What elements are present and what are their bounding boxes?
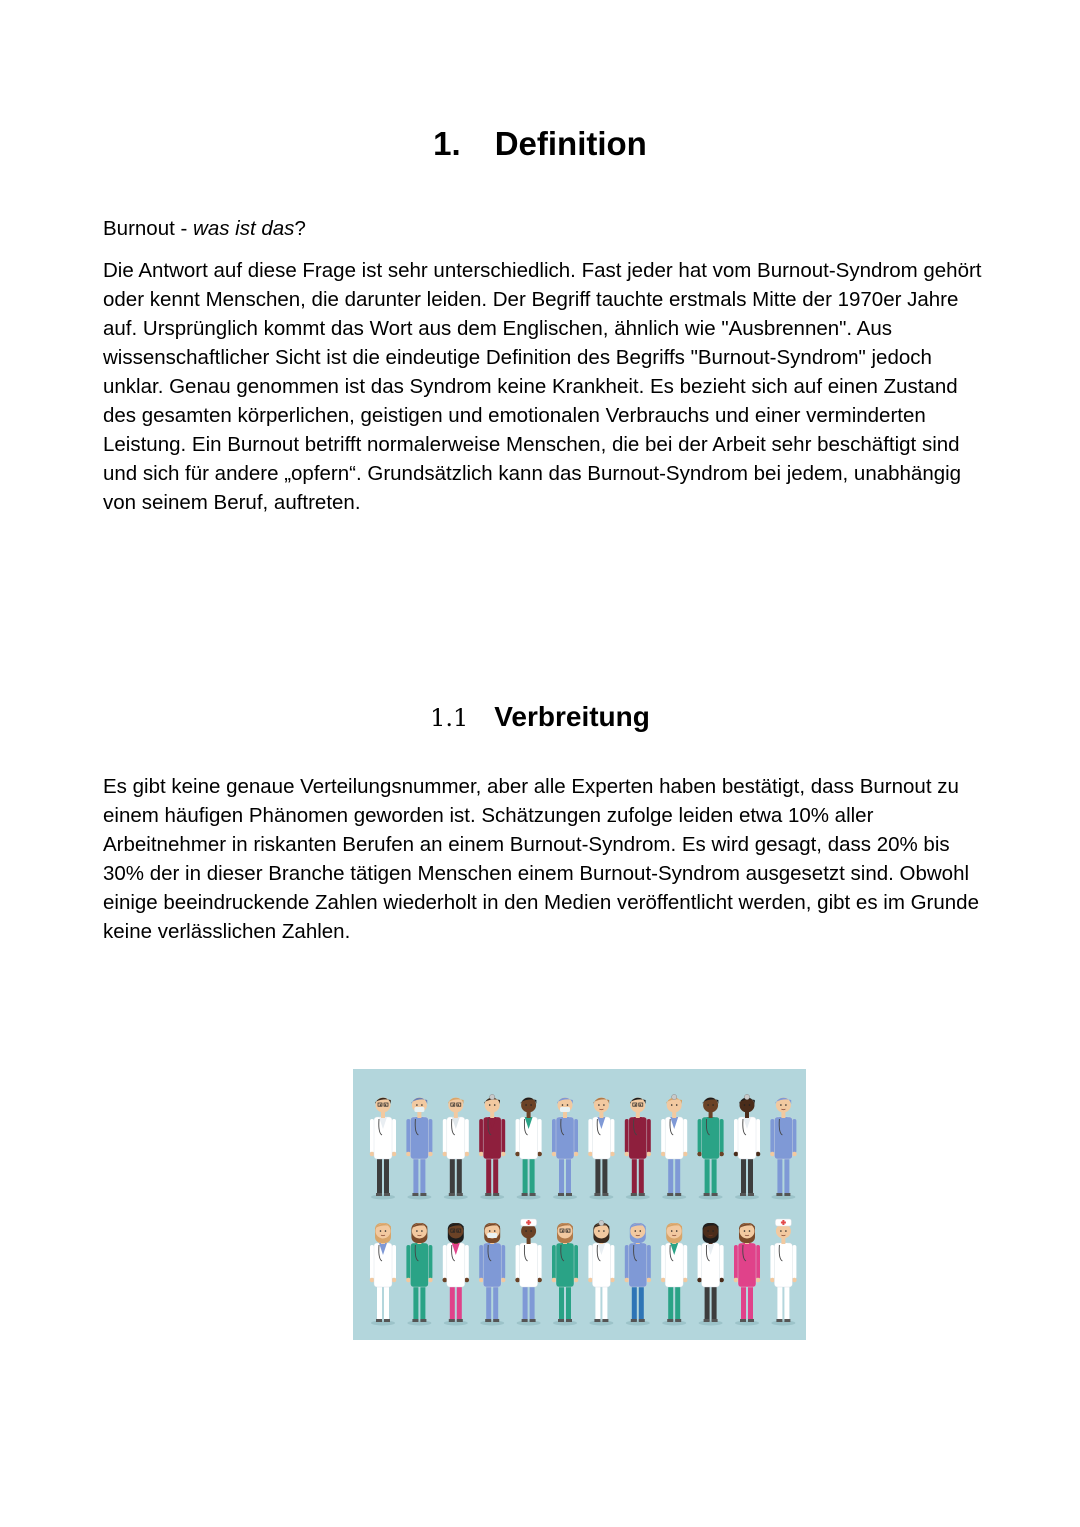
right-arm	[792, 1245, 796, 1279]
cap-cross-h	[526, 1222, 531, 1224]
left-hand	[588, 1152, 593, 1157]
shadow	[480, 1195, 504, 1200]
shadow	[444, 1321, 468, 1326]
left-hand	[406, 1278, 411, 1283]
left-hand	[770, 1278, 775, 1283]
left-eye	[525, 1230, 527, 1232]
right-hand	[647, 1152, 652, 1157]
right-hand	[683, 1278, 688, 1283]
right-hand	[756, 1278, 761, 1283]
left-shoe	[740, 1319, 746, 1322]
subsection-title: Verbreitung	[494, 701, 650, 732]
right-eye	[385, 1230, 387, 1232]
left-eye	[635, 1230, 637, 1232]
subsection-number: 1.1	[430, 704, 469, 732]
left-shoe	[740, 1193, 746, 1196]
right-hand	[683, 1152, 688, 1157]
shadow	[480, 1321, 504, 1326]
section-title: Definition	[494, 125, 647, 162]
left-eye	[598, 1104, 600, 1106]
right-hand	[428, 1152, 433, 1157]
cap-cross-h	[781, 1222, 786, 1224]
right-hand	[792, 1278, 797, 1283]
right-hand	[574, 1152, 579, 1157]
left-arm	[406, 1245, 410, 1279]
shadow	[699, 1195, 723, 1200]
head-mirror	[599, 1220, 604, 1225]
right-shoe	[712, 1319, 718, 1322]
right-hand	[792, 1152, 797, 1157]
left-arm	[661, 1245, 665, 1279]
left-arm	[552, 1119, 556, 1153]
left-hand	[552, 1152, 557, 1157]
left-arm	[443, 1119, 447, 1153]
right-arm	[501, 1119, 505, 1153]
left-arm	[370, 1119, 374, 1153]
right-shoe	[457, 1319, 463, 1322]
right-eye	[676, 1104, 678, 1106]
right-arm	[720, 1245, 724, 1279]
intro-suffix: ?	[294, 217, 306, 240]
left-shoe	[704, 1319, 710, 1322]
right-shoe	[639, 1319, 645, 1322]
shadow	[589, 1321, 613, 1326]
right-hand	[719, 1278, 724, 1283]
intro-question	[103, 214, 983, 243]
right-eye	[421, 1104, 423, 1106]
right-hand	[428, 1278, 433, 1283]
right-arm	[428, 1245, 432, 1279]
right-arm	[574, 1119, 578, 1153]
right-eye	[603, 1104, 605, 1106]
shadow	[407, 1321, 431, 1326]
right-hand	[465, 1152, 470, 1157]
left-arm	[588, 1245, 592, 1279]
shadow	[553, 1321, 577, 1326]
left-eye	[598, 1230, 600, 1232]
left-eye	[780, 1230, 782, 1232]
right-shoe	[493, 1193, 499, 1196]
left-hand	[479, 1278, 484, 1283]
neck	[563, 1112, 567, 1118]
right-hand	[392, 1152, 397, 1157]
left-arm	[370, 1245, 374, 1279]
right-shoe	[602, 1193, 608, 1196]
left-arm	[625, 1245, 629, 1279]
left-eye	[525, 1104, 527, 1106]
neck	[381, 1112, 385, 1118]
left-shoe	[376, 1319, 382, 1322]
right-hand	[610, 1278, 615, 1283]
neck	[527, 1238, 531, 1244]
left-arm	[770, 1119, 774, 1153]
left-hand	[661, 1278, 666, 1283]
right-eye	[567, 1104, 569, 1106]
right-hand	[501, 1278, 506, 1283]
right-eye	[676, 1230, 678, 1232]
right-eye	[494, 1104, 496, 1106]
right-arm	[574, 1245, 578, 1279]
shadow	[626, 1195, 650, 1200]
right-eye	[603, 1230, 605, 1232]
right-arm	[683, 1119, 687, 1153]
right-hand	[392, 1278, 397, 1283]
right-arm	[720, 1119, 724, 1153]
intro-prefix: Burnout -	[103, 217, 194, 240]
right-arm	[647, 1119, 651, 1153]
intro-italic: was ist das	[193, 217, 295, 240]
right-shoe	[602, 1319, 608, 1322]
right-eye	[712, 1104, 714, 1106]
right-eye	[712, 1230, 714, 1232]
left-hand	[625, 1152, 630, 1157]
right-eye	[749, 1230, 751, 1232]
neck	[781, 1238, 785, 1244]
head-mirror	[672, 1094, 677, 1099]
left-shoe	[776, 1319, 782, 1322]
left-eye	[671, 1230, 673, 1232]
left-eye	[707, 1230, 709, 1232]
left-shoe	[522, 1193, 528, 1196]
left-arm	[661, 1119, 665, 1153]
right-hand	[647, 1278, 652, 1283]
shadow	[662, 1321, 686, 1326]
neck	[709, 1112, 713, 1118]
left-arm	[588, 1119, 592, 1153]
left-arm	[770, 1245, 774, 1279]
right-arm	[610, 1245, 614, 1279]
left-shoe	[485, 1193, 491, 1196]
right-eye	[494, 1230, 496, 1232]
left-eye	[380, 1230, 382, 1232]
neck	[490, 1112, 494, 1118]
shadow	[553, 1195, 577, 1200]
right-arm	[756, 1119, 760, 1153]
left-hand	[552, 1278, 557, 1283]
left-shoe	[558, 1319, 564, 1322]
surgical-mask	[414, 1107, 424, 1112]
left-hand	[443, 1152, 448, 1157]
right-shoe	[566, 1319, 572, 1322]
left-eye	[707, 1104, 709, 1106]
left-shoe	[776, 1193, 782, 1196]
left-arm	[734, 1245, 738, 1279]
shadow	[735, 1195, 759, 1200]
left-eye	[635, 1104, 637, 1106]
left-shoe	[412, 1193, 418, 1196]
left-eye	[489, 1104, 491, 1106]
right-shoe	[384, 1193, 390, 1196]
left-shoe	[667, 1193, 673, 1196]
shadow	[517, 1321, 541, 1326]
left-eye	[744, 1104, 746, 1106]
left-eye	[453, 1104, 455, 1106]
left-shoe	[376, 1193, 382, 1196]
left-arm	[698, 1119, 702, 1153]
neck	[454, 1112, 458, 1118]
neck	[781, 1112, 785, 1118]
left-arm	[625, 1119, 629, 1153]
neck	[636, 1112, 640, 1118]
left-eye	[453, 1230, 455, 1232]
right-arm	[428, 1119, 432, 1153]
right-arm	[610, 1119, 614, 1153]
left-hand	[479, 1152, 484, 1157]
right-hand	[719, 1152, 724, 1157]
right-arm	[683, 1245, 687, 1279]
left-hand	[515, 1152, 520, 1157]
right-arm	[538, 1119, 542, 1153]
shadow	[771, 1195, 795, 1200]
left-eye	[671, 1104, 673, 1106]
right-hand	[574, 1278, 579, 1283]
right-arm	[392, 1119, 396, 1153]
shadow	[517, 1195, 541, 1200]
left-shoe	[594, 1319, 600, 1322]
left-arm	[479, 1245, 483, 1279]
left-hand	[770, 1152, 775, 1157]
left-hand	[734, 1152, 739, 1157]
neck	[527, 1112, 531, 1118]
shadow	[444, 1195, 468, 1200]
left-shoe	[449, 1193, 455, 1196]
left-hand	[515, 1278, 520, 1283]
left-shoe	[522, 1319, 528, 1322]
left-hand	[625, 1278, 630, 1283]
right-arm	[647, 1245, 651, 1279]
section-heading-definition	[0, 124, 1080, 164]
right-shoe	[712, 1193, 718, 1196]
right-eye	[567, 1230, 569, 1232]
right-eye	[785, 1230, 787, 1232]
right-eye	[458, 1230, 460, 1232]
shadow	[371, 1195, 395, 1200]
right-arm	[756, 1245, 760, 1279]
left-eye	[416, 1104, 418, 1106]
shadow	[699, 1321, 723, 1326]
right-eye	[785, 1104, 787, 1106]
right-arm	[792, 1119, 796, 1153]
left-eye	[416, 1230, 418, 1232]
neck	[599, 1112, 603, 1118]
left-shoe	[449, 1319, 455, 1322]
left-arm	[443, 1245, 447, 1279]
head-mirror	[744, 1094, 749, 1099]
left-eye	[489, 1230, 491, 1232]
left-eye	[380, 1104, 382, 1106]
right-arm	[465, 1245, 469, 1279]
section-heading-verbreitung	[0, 700, 1080, 735]
right-shoe	[530, 1193, 536, 1196]
right-eye	[385, 1104, 387, 1106]
medical-staff-illustration	[353, 1069, 806, 1340]
right-eye	[640, 1230, 642, 1232]
neck	[745, 1112, 749, 1118]
right-shoe	[639, 1193, 645, 1196]
left-eye	[744, 1230, 746, 1232]
right-hand	[537, 1152, 542, 1157]
left-arm	[552, 1245, 556, 1279]
left-shoe	[631, 1319, 637, 1322]
left-hand	[734, 1278, 739, 1283]
right-eye	[640, 1104, 642, 1106]
right-arm	[392, 1245, 396, 1279]
head-mirror	[490, 1094, 495, 1099]
shadow	[626, 1321, 650, 1326]
neck	[672, 1112, 676, 1118]
shadow	[771, 1321, 795, 1326]
left-eye	[562, 1230, 564, 1232]
left-hand	[588, 1278, 593, 1283]
left-shoe	[667, 1319, 673, 1322]
right-shoe	[493, 1319, 499, 1322]
left-hand	[697, 1278, 702, 1283]
shadow	[589, 1195, 613, 1200]
right-shoe	[457, 1193, 463, 1196]
left-hand	[406, 1152, 411, 1157]
right-shoe	[675, 1193, 681, 1196]
left-arm	[479, 1119, 483, 1153]
shadow	[407, 1195, 431, 1200]
verbreitung-paragraph: Es gibt keine genaue Verteilungsnummer, aber alle Experten haben bestätigt, dass Burnout zu einem häufigen Phänomen geworden ist. Schätzungen zufolge leiden etwa 10% aller Arbeitnehmer in riskanten Berufen an einem Burnout-Syndrom. Es wird gesagt, dass 20% bis 30% der in dieser Branche tätigen Menschen einem Burnout-Syndrom ausgesetzt sind. Obwohl einige beeindruckende Zahlen wiederholt in den Medien veröffentlicht werden, gibt es im Grunde keine verlässlichen Zahlen.	[103, 775, 979, 943]
definition-paragraph: Die Antwort auf diese Frage ist sehr unterschiedlich. Fast jeder hat vom Burnout-Syndrom gehört oder kennt Menschen, die darunter leiden. Der Begriff tauchte erstmals Mitte der 1970er Jahre auf. Ursprünglich kommt das Wort aus dem Englischen, ähnlich wie "Ausbrennen". Aus wissenschaftlicher Sicht ist die eindeutige Definition des Begriffs "Burnout-Syndrom" jedoch unklar. Genau genommen ist das Syndrom keine Krankheit. Es bezieht sich auf einen Zustand des gesamten körperlichen, geistigen und emotionalen Verbrauchs und einer verminderten Leistung. Ein Burnout betrifft normalerweise Menschen, die bei der Arbeit sehr beschäftigt sind und sich für andere „opfern“. Grundsätzlich kann das Burnout-Syndrom bei jedem, unabhängig von seinem Beruf, auftreten.	[103, 259, 982, 514]
right-shoe	[384, 1319, 390, 1322]
right-eye	[749, 1104, 751, 1106]
right-hand	[610, 1152, 615, 1157]
right-shoe	[748, 1319, 754, 1322]
right-hand	[465, 1278, 470, 1283]
left-arm	[698, 1245, 702, 1279]
right-hand	[501, 1152, 506, 1157]
right-arm	[465, 1119, 469, 1153]
left-arm	[516, 1119, 520, 1153]
left-shoe	[412, 1319, 418, 1322]
right-arm	[501, 1245, 505, 1279]
left-hand	[697, 1152, 702, 1157]
neck	[417, 1112, 421, 1118]
right-eye	[458, 1104, 460, 1106]
shadow	[371, 1321, 395, 1326]
left-arm	[734, 1119, 738, 1153]
left-shoe	[704, 1193, 710, 1196]
shadow	[735, 1321, 759, 1326]
section-number: 1.	[433, 125, 461, 162]
right-hand	[537, 1278, 542, 1283]
left-arm	[406, 1119, 410, 1153]
left-hand	[661, 1152, 666, 1157]
left-eye	[562, 1104, 564, 1106]
right-eye	[530, 1230, 532, 1232]
left-hand	[370, 1152, 375, 1157]
right-shoe	[566, 1193, 572, 1196]
right-shoe	[784, 1193, 790, 1196]
left-shoe	[558, 1193, 564, 1196]
right-eye	[421, 1230, 423, 1232]
left-eye	[780, 1104, 782, 1106]
right-arm	[538, 1245, 542, 1279]
right-shoe	[784, 1319, 790, 1322]
surgical-mask	[560, 1107, 570, 1112]
right-shoe	[530, 1319, 536, 1322]
left-arm	[516, 1245, 520, 1279]
shadow	[662, 1195, 686, 1200]
right-shoe	[748, 1193, 754, 1196]
right-shoe	[420, 1319, 426, 1322]
right-hand	[756, 1152, 761, 1157]
left-shoe	[485, 1319, 491, 1322]
right-shoe	[675, 1319, 681, 1322]
left-hand	[370, 1278, 375, 1283]
left-hand	[443, 1278, 448, 1283]
right-eye	[530, 1104, 532, 1106]
left-shoe	[594, 1193, 600, 1196]
surgical-mask	[487, 1233, 497, 1238]
left-shoe	[631, 1193, 637, 1196]
right-shoe	[420, 1193, 426, 1196]
